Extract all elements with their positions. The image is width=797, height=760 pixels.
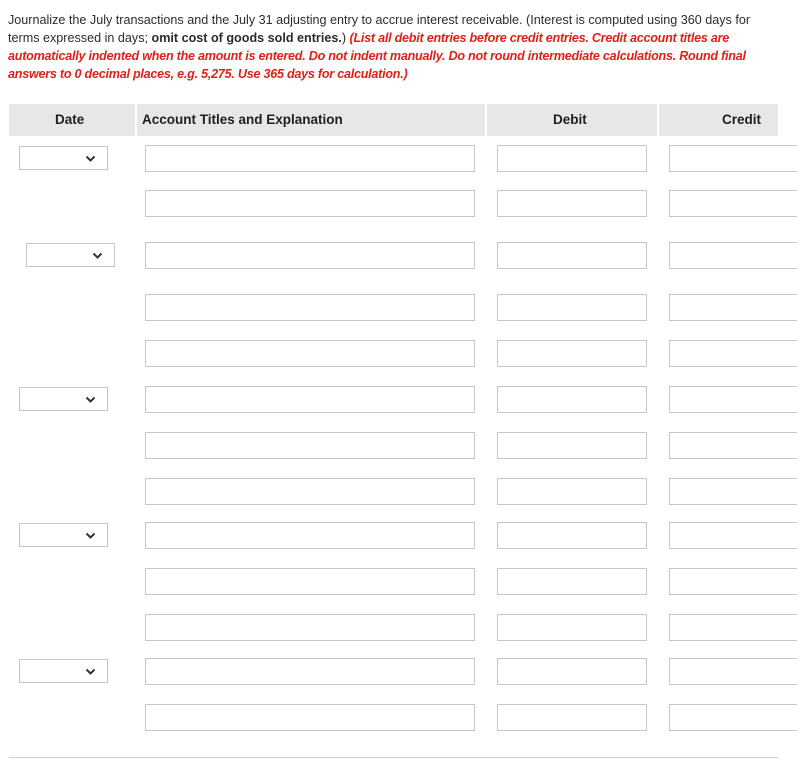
debit-input[interactable] (497, 658, 647, 685)
instructions-warning: (List all debit entries before credit entries. Credit account titles are automatically indented when the amount is entered. Do not indent manually. Do not round intermediate calculations. Round final answers to 0 decimal places, e.g. 5,275. Use 365 days for calculation.) (8, 31, 746, 81)
debit-input[interactable] (497, 294, 647, 321)
chevron-down-icon (84, 152, 97, 165)
instructions-bold: omit cost of goods sold entries. (151, 31, 342, 45)
journal-row (0, 568, 797, 596)
chevron-down-icon (84, 393, 97, 406)
journal-row (0, 242, 797, 270)
journal-row (0, 658, 797, 686)
instructions-text-2: ) (341, 31, 350, 45)
account-title-input[interactable] (145, 522, 475, 549)
account-title-input[interactable] (145, 386, 475, 413)
journal-row (0, 704, 797, 732)
journal-row (0, 294, 797, 322)
debit-input[interactable] (497, 522, 647, 549)
account-title-input[interactable] (145, 478, 475, 505)
debit-input[interactable] (497, 478, 647, 505)
debit-input[interactable] (497, 386, 647, 413)
journal-row (0, 386, 797, 414)
account-title-input[interactable] (145, 704, 475, 731)
debit-input[interactable] (497, 145, 647, 172)
account-title-input[interactable] (145, 190, 475, 217)
account-title-input[interactable] (145, 432, 475, 459)
journal-row (0, 522, 797, 550)
credit-input[interactable] (669, 340, 797, 367)
credit-input[interactable] (669, 386, 797, 413)
debit-input[interactable] (497, 614, 647, 641)
journal-row (0, 190, 797, 218)
credit-input[interactable] (669, 145, 797, 172)
header-debit: Debit (553, 112, 587, 127)
header-account-titles: Account Titles and Explanation (142, 112, 343, 127)
credit-input[interactable] (669, 704, 797, 731)
header-date: Date (55, 112, 85, 127)
debit-input[interactable] (497, 190, 647, 217)
journal-row (0, 478, 797, 506)
credit-input[interactable] (669, 242, 797, 269)
account-title-input[interactable] (145, 658, 475, 685)
credit-input[interactable] (669, 432, 797, 459)
journal-table-header (9, 104, 778, 136)
account-title-input[interactable] (145, 340, 475, 367)
header-divider (657, 104, 659, 136)
date-select[interactable] (19, 659, 108, 683)
journal-row (0, 614, 797, 642)
instructions-text: Journalize the July transactions and the July 31 adjusting entry to accrue interest receivable. (Interest is computed using 360 days for terms expressed in days; (8, 13, 751, 45)
account-title-input[interactable] (145, 614, 475, 641)
account-title-input[interactable] (145, 242, 475, 269)
debit-input[interactable] (497, 568, 647, 595)
table-bottom-border (9, 757, 778, 758)
credit-input[interactable] (669, 614, 797, 641)
account-title-input[interactable] (145, 294, 475, 321)
debit-input[interactable] (497, 340, 647, 367)
chevron-down-icon (84, 665, 97, 678)
debit-input[interactable] (497, 242, 647, 269)
chevron-down-icon (84, 529, 97, 542)
instructions (8, 11, 783, 83)
credit-input[interactable] (669, 478, 797, 505)
credit-input[interactable] (669, 190, 797, 217)
header-divider (135, 104, 137, 136)
date-select[interactable] (19, 146, 108, 170)
credit-input[interactable] (669, 294, 797, 321)
chevron-down-icon (91, 249, 104, 262)
debit-input[interactable] (497, 704, 647, 731)
journal-row (0, 432, 797, 460)
account-title-input[interactable] (145, 568, 475, 595)
credit-input[interactable] (669, 522, 797, 549)
credit-input[interactable] (669, 568, 797, 595)
debit-input[interactable] (497, 432, 647, 459)
header-divider (485, 104, 487, 136)
journal-row (0, 340, 797, 368)
date-select[interactable] (19, 387, 108, 411)
journal-row (0, 145, 797, 173)
date-select[interactable] (19, 523, 108, 547)
credit-input[interactable] (669, 658, 797, 685)
account-title-input[interactable] (145, 145, 475, 172)
header-credit: Credit (722, 112, 762, 127)
date-select[interactable] (26, 243, 115, 267)
